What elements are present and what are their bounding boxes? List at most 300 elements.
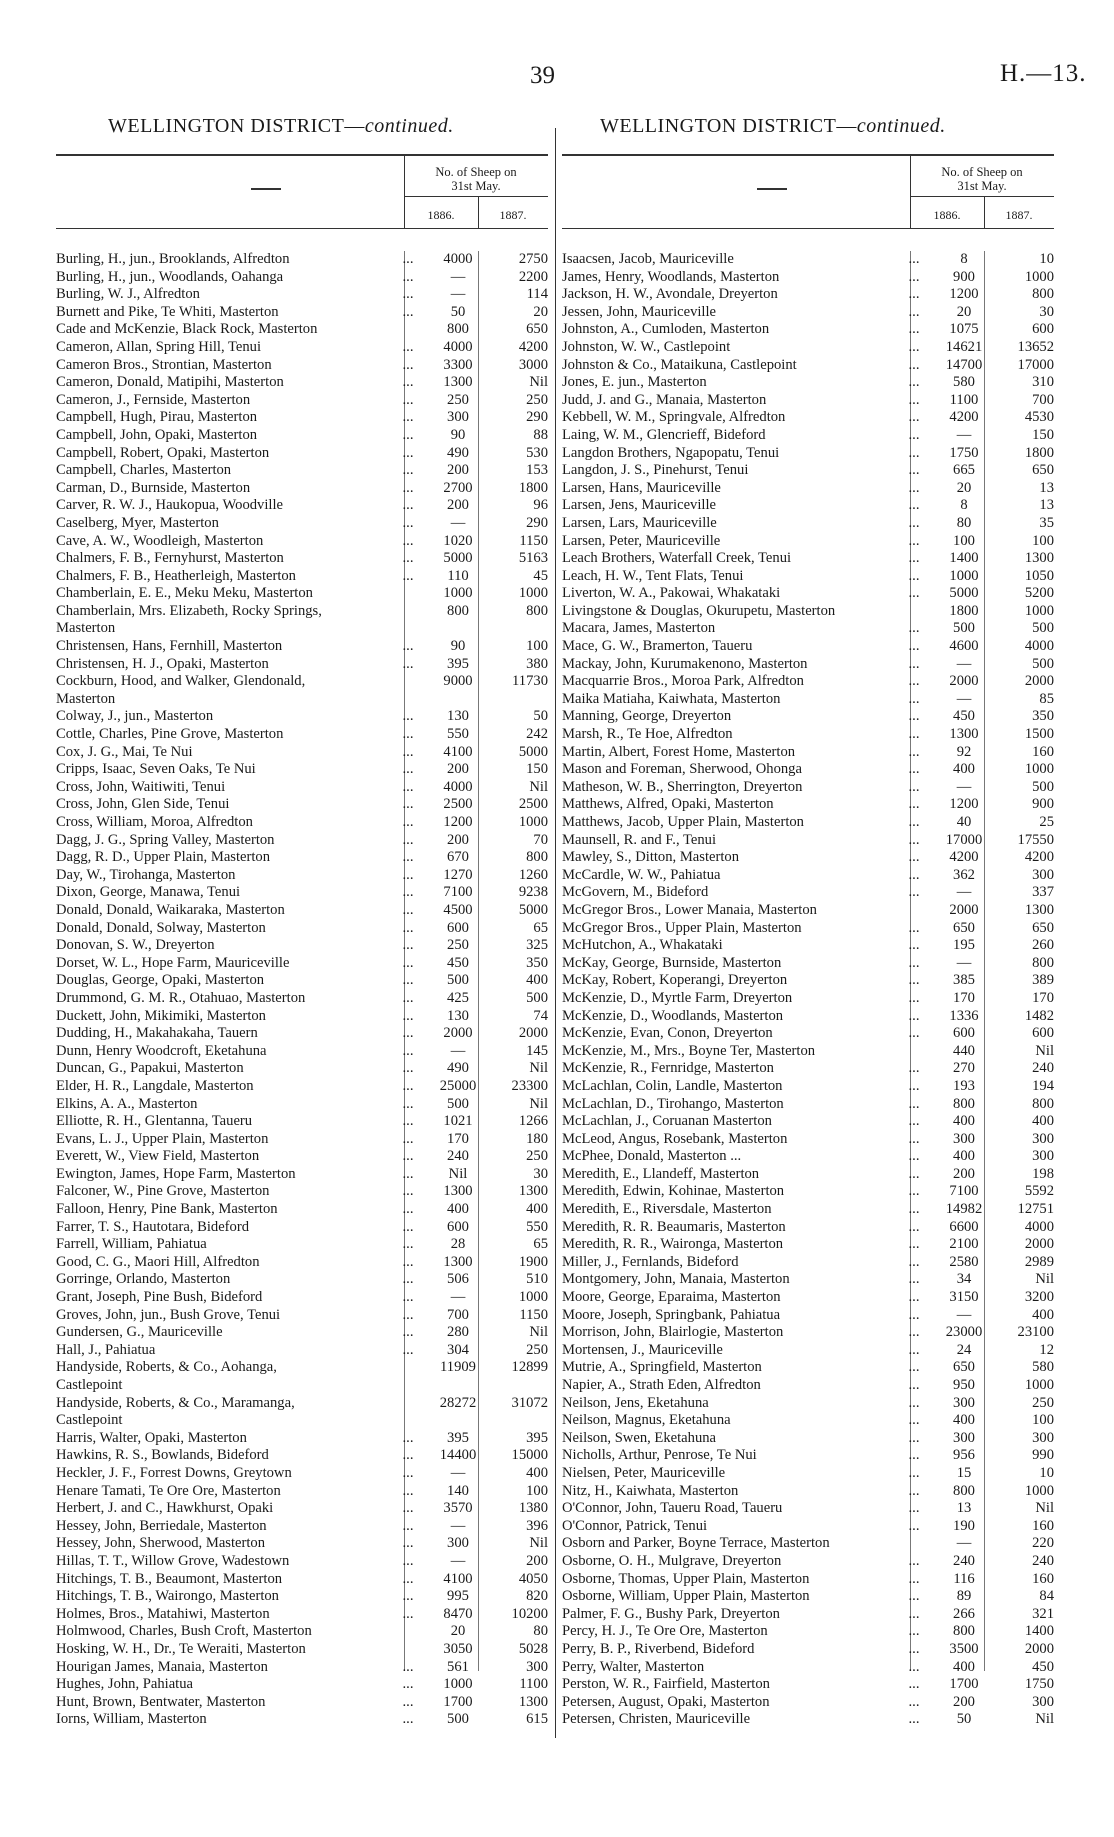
- leader-dots: ...: [908, 673, 920, 690]
- table-row: [56, 920, 548, 938]
- owner-name: Duckett, John, Mikimiki, Masterton: [56, 1007, 266, 1024]
- sheep-1886: 700: [447, 1306, 469, 1323]
- leader-dots: ...: [908, 884, 920, 901]
- table-row: [562, 1008, 1054, 1026]
- leader-dots: ...: [908, 356, 920, 373]
- table-row: [562, 920, 1054, 938]
- sheep-1887: 2000: [1024, 1640, 1054, 1657]
- table-row: [562, 972, 1054, 990]
- leader-dots: ...: [402, 550, 414, 567]
- leader-dots: ...: [908, 1341, 920, 1358]
- table-row: [56, 1535, 548, 1553]
- sheep-1887: 400: [526, 972, 548, 989]
- sheep-1886: 300: [953, 1394, 975, 1411]
- owner-name: Hessey, John, Sherwood, Masterton: [56, 1535, 266, 1552]
- sheep-1887: 145: [526, 1042, 548, 1059]
- owner-name: Neilson, Jens, Eketahuna: [562, 1394, 709, 1411]
- owner-name: Meredith, R. R. Beaumaris, Masterton: [562, 1218, 786, 1235]
- sheep-1886: 1750: [949, 444, 979, 461]
- table-row: [562, 1694, 1054, 1712]
- leader-dots: ...: [908, 1359, 920, 1376]
- sheep-1887: 1800: [1024, 444, 1054, 461]
- sheep-1887: 5592: [1024, 1183, 1054, 1200]
- table-row: [562, 1148, 1054, 1166]
- table-row: [56, 955, 548, 973]
- table-row: [562, 480, 1054, 498]
- owner-name: Perston, W. R., Fairfield, Masterton: [562, 1676, 770, 1693]
- owner-name: Larsen, Peter, Mauriceville: [562, 532, 721, 549]
- leader-dots: ...: [908, 1306, 920, 1323]
- table-row: [562, 796, 1054, 814]
- owner-name: Cave, A. W., Woodleigh, Masterton: [56, 532, 264, 549]
- table-row: [56, 1623, 548, 1641]
- owner-name: McCardle, W. W., Pahiatua: [562, 866, 721, 883]
- sheep-1887: 160: [1032, 1517, 1054, 1534]
- sheep-1887: 17000: [1017, 356, 1054, 373]
- leader-dots: ...: [402, 849, 414, 866]
- sheep-1887: 2000: [1024, 1236, 1054, 1253]
- owner-name: McKenzie, D., Myrtle Farm, Dreyerton: [562, 989, 793, 1006]
- sheep-1887: Nil: [1035, 1711, 1054, 1728]
- sheep-1887: 1300: [518, 1693, 548, 1710]
- leader-dots: ...: [908, 866, 920, 883]
- owner-name: Maika Matiaha, Kaiwhata, Masterton: [562, 690, 781, 707]
- owner-name: Morrison, John, Blairlogie, Masterton: [562, 1324, 784, 1341]
- sheep-1887: 1750: [1024, 1676, 1054, 1693]
- sheep-1886: 506: [447, 1271, 469, 1288]
- left-name-column-dash: [251, 188, 281, 190]
- leader-dots: ...: [908, 1236, 920, 1253]
- sheep-1886: 400: [953, 1658, 975, 1675]
- sheep-1886: 15: [956, 1464, 972, 1481]
- sheep-1886: 400: [953, 1113, 975, 1130]
- sheep-1887: 820: [526, 1588, 548, 1605]
- table-row: [56, 585, 548, 603]
- owner-name: Falloon, Henry, Pine Bank, Masterton: [56, 1201, 278, 1218]
- table-row: [562, 1641, 1054, 1659]
- table-row: [562, 1254, 1054, 1272]
- table-row: [562, 761, 1054, 779]
- sheep-1886: 200: [447, 497, 469, 514]
- leader-dots: ...: [908, 708, 920, 725]
- sheep-1887: 300: [1032, 1693, 1054, 1710]
- sheep-1887: 15000: [511, 1447, 548, 1464]
- sheep-1887: 800: [526, 849, 548, 866]
- leader-dots: ...: [402, 497, 414, 514]
- sheep-1886: —: [450, 1552, 466, 1569]
- table-row: [562, 1412, 1054, 1430]
- sheep-1887: 450: [1032, 1658, 1054, 1675]
- sheep-1886: 1100: [949, 391, 979, 408]
- leader-dots: ...: [402, 937, 414, 954]
- sheep-1887: 250: [526, 1148, 548, 1165]
- table-row: [562, 568, 1054, 586]
- owner-name: Campbell, Hugh, Pirau, Masterton: [56, 409, 258, 426]
- sheep-1887: 2500: [518, 796, 548, 813]
- leader-dots: ...: [908, 1218, 920, 1235]
- table-row: [56, 1377, 548, 1395]
- sheep-1886: 50: [956, 1711, 972, 1728]
- sheep-1887: 240: [1032, 1552, 1054, 1569]
- table-row: [56, 1254, 548, 1272]
- sheep-1887: 84: [1039, 1588, 1054, 1605]
- leader-dots: ...: [908, 1253, 920, 1270]
- left-table-header: [56, 154, 548, 229]
- owner-name: Burling, H., jun., Brooklands, Alfredton: [56, 251, 290, 267]
- sheep-1886: 440: [953, 1042, 975, 1059]
- table-row: [562, 409, 1054, 427]
- sheep-1887: 3200: [1024, 1289, 1054, 1306]
- sheep-1886: 200: [953, 1693, 975, 1710]
- leader-dots: ...: [908, 1429, 920, 1446]
- sheep-1887: 4200: [518, 338, 548, 355]
- leader-dots: ...: [908, 690, 920, 707]
- sheep-1886: 1300: [443, 1183, 473, 1200]
- owner-name: Petersen, Christen, Mauriceville: [562, 1711, 751, 1728]
- leader-dots: ...: [908, 1482, 920, 1499]
- leader-dots: ...: [402, 251, 414, 267]
- sheep-1886: 2500: [443, 796, 473, 813]
- leader-dots: ...: [402, 532, 414, 549]
- table-row: [56, 1588, 548, 1606]
- sheep-1887: 12751: [1017, 1201, 1054, 1218]
- sheep-1886: 500: [447, 972, 469, 989]
- sheep-1886: 20: [956, 303, 972, 320]
- sheep-1887: 1380: [518, 1500, 548, 1517]
- sheep-1886: 1700: [443, 1693, 473, 1710]
- owner-name: Cockburn, Hood, and Walker, Glendonald,: [56, 673, 306, 690]
- owner-name: Farrer, T. S., Hautotara, Bideford: [56, 1218, 249, 1235]
- owner-name: Cameron Bros., Strontian, Masterton: [56, 356, 272, 373]
- leader-dots: ...: [908, 1324, 920, 1341]
- table-row: [56, 937, 548, 955]
- table-row: [562, 1447, 1054, 1465]
- sheep-1887: 250: [1032, 1394, 1054, 1411]
- sheep-1886: 3050: [443, 1640, 473, 1657]
- sheep-1886: 395: [447, 655, 469, 672]
- leader-dots: ...: [402, 444, 414, 461]
- table-row: [56, 761, 548, 779]
- table-row: [562, 445, 1054, 463]
- table-row: [562, 1535, 1054, 1553]
- table-row: [56, 251, 548, 269]
- leader-dots: ...: [908, 1165, 920, 1182]
- table-row: [56, 1694, 548, 1712]
- sheep-1886: 8470: [443, 1605, 473, 1622]
- sheep-1887: 1050: [1024, 567, 1054, 584]
- sheep-1887: 1500: [1024, 726, 1054, 743]
- owner-name: Hitchings, T. B., Wairongo, Masterton: [56, 1588, 279, 1605]
- sheep-1886: Nil: [448, 1165, 468, 1182]
- sheep-1887: 30: [533, 1165, 548, 1182]
- leader-dots: ...: [402, 1289, 414, 1306]
- table-row: [56, 902, 548, 920]
- right-name-column-dash: [757, 188, 787, 190]
- sheep-1886: 1200: [949, 796, 979, 813]
- leader-dots: ...: [908, 972, 920, 989]
- owner-name: Johnston & Co., Mataikuna, Castlepoint: [562, 356, 797, 373]
- owner-name: Palmer, F. G., Bushy Park, Dreyerton: [562, 1605, 780, 1622]
- table-row: [562, 1183, 1054, 1201]
- sheep-1887: Nil: [1035, 1042, 1054, 1059]
- owner-name: Chalmers, F. B., Fernyhurst, Masterton: [56, 550, 284, 567]
- sheep-1887: 45: [533, 567, 548, 584]
- leader-dots: ...: [402, 954, 414, 971]
- sheep-1887: 310: [1032, 374, 1054, 391]
- sheep-1887: 321: [1032, 1605, 1054, 1622]
- leader-dots: ...: [908, 1605, 920, 1622]
- owner-name: Falconer, W., Pine Grove, Masterton: [56, 1183, 270, 1200]
- sheep-1886: 8: [960, 251, 968, 267]
- table-row: [562, 1395, 1054, 1413]
- sheep-1887: 250: [526, 1341, 548, 1358]
- leader-dots: ...: [402, 426, 414, 443]
- table-row: [56, 1307, 548, 1325]
- sheep-1886: 580: [953, 374, 975, 391]
- table-row: [562, 1219, 1054, 1237]
- sheep-1887: 10: [1039, 1464, 1054, 1481]
- owner-name: Hitchings, T. B., Beaumont, Masterton: [56, 1570, 283, 1587]
- table-row: [56, 1008, 548, 1026]
- sheep-1887: Nil: [529, 778, 548, 795]
- owner-name: Grant, Joseph, Pine Bush, Bideford: [56, 1289, 263, 1306]
- leader-dots: ...: [908, 1658, 920, 1675]
- sheep-1886: 395: [447, 1429, 469, 1446]
- table-row: [56, 1500, 548, 1518]
- sheep-1887: 1000: [1024, 1482, 1054, 1499]
- sheep-1887: 198: [1032, 1165, 1054, 1182]
- table-row: [56, 497, 548, 515]
- sheep-1887: 1000: [518, 585, 548, 602]
- sheep-1887: 150: [526, 761, 548, 778]
- sheep-1886: 2000: [443, 1025, 473, 1042]
- table-row: [56, 409, 548, 427]
- table-row: [56, 1483, 548, 1501]
- owner-name: McKenzie, Evan, Conon, Dreyerton: [562, 1025, 773, 1042]
- sheep-1886: 240: [953, 1552, 975, 1569]
- sheep-1887: 1000: [1024, 268, 1054, 285]
- owner-name: Drummond, G. M. R., Otahuao, Masterton: [56, 989, 306, 1006]
- owner-name: Dagg, J. G., Spring Valley, Masterton: [56, 831, 275, 848]
- sheep-1887: 153: [526, 462, 548, 479]
- table-row: [56, 269, 548, 287]
- leader-dots: ...: [908, 1201, 920, 1218]
- owner-name: McKenzie, R., Fernridge, Masterton: [562, 1060, 774, 1077]
- leader-dots: ...: [908, 1007, 920, 1024]
- sheep-1887: 325: [526, 937, 548, 954]
- sheep-1887: 13: [1039, 479, 1054, 496]
- sheep-1886: 100: [953, 532, 975, 549]
- sheep-1887: 85: [1039, 690, 1054, 707]
- table-row: [56, 515, 548, 533]
- sheep-1886: 250: [447, 937, 469, 954]
- sheep-1886: 1700: [949, 1676, 979, 1693]
- sheep-1886: 170: [447, 1130, 469, 1147]
- table-row: [562, 427, 1054, 445]
- owner-name: Groves, John, jun., Bush Grove, Tenui: [56, 1306, 281, 1323]
- table-row: [562, 515, 1054, 533]
- sheep-1886: 1075: [949, 321, 979, 338]
- leader-dots: ...: [402, 1693, 414, 1710]
- owner-name: Good, C. G., Maori Hill, Alfredton: [56, 1253, 260, 1270]
- table-row: [562, 814, 1054, 832]
- sheep-1887: 13: [1039, 497, 1054, 514]
- owner-name: Ewington, James, Hope Farm, Masterton: [56, 1165, 296, 1182]
- sheep-1886: 50: [450, 303, 466, 320]
- table-row: [562, 1078, 1054, 1096]
- leader-dots: ...: [908, 743, 920, 760]
- sheep-1887: 100: [1032, 532, 1054, 549]
- table-row: [56, 286, 548, 304]
- sheep-1887: 1300: [518, 1183, 548, 1200]
- owner-name: Campbell, John, Opaki, Masterton: [56, 426, 258, 443]
- table-row: [56, 1359, 548, 1377]
- table-row: [56, 1553, 548, 1571]
- sheep-1887: 1000: [518, 814, 548, 830]
- table-row: [562, 533, 1054, 551]
- sheep-1886: 1000: [443, 585, 473, 602]
- sheep-1886: 14621: [945, 338, 983, 355]
- sheep-1887: 400: [1032, 1113, 1054, 1130]
- leader-dots: ...: [908, 409, 920, 426]
- sheep-1887: 2000: [518, 1025, 548, 1042]
- table-row: [562, 937, 1054, 955]
- leader-dots: ...: [402, 1042, 414, 1059]
- owner-name: Dixon, George, Manawa, Tenui: [56, 884, 241, 901]
- leader-dots: ...: [908, 514, 920, 531]
- owner-name: Larsen, Hans, Mauriceville: [562, 479, 721, 496]
- owner-name: Hosking, W. H., Dr., Te Weraiti, Masterton: [56, 1640, 306, 1657]
- table-row: [56, 1096, 548, 1114]
- owner-name: Marsh, R., Te Hoe, Alfredton: [562, 726, 733, 743]
- table-row: [562, 691, 1054, 709]
- sheep-1886: 28272: [439, 1394, 477, 1411]
- sheep-1886: 4100: [443, 1570, 473, 1587]
- sheep-1886: 92: [956, 743, 972, 760]
- table-row: [562, 1518, 1054, 1536]
- sheep-1887: 396: [526, 1517, 548, 1534]
- table-row: [56, 550, 548, 568]
- sheep-1887: 250: [526, 391, 548, 408]
- table-row: [562, 1342, 1054, 1360]
- leader-dots: ...: [908, 585, 920, 602]
- leader-dots: ...: [402, 1464, 414, 1481]
- sheep-1887: 260: [1032, 937, 1054, 954]
- sheep-1886: 5000: [443, 550, 473, 567]
- sheep-1886: 90: [450, 638, 466, 655]
- owner-name: Donovan, S. W., Dreyerton: [56, 937, 215, 954]
- owner-name: Liverton, W. A., Pakowai, Whakataki: [562, 585, 781, 602]
- sheep-1886: 1400: [949, 550, 979, 567]
- owner-name: Jones, E. jun., Masterton: [562, 374, 707, 391]
- sheep-1886: 670: [447, 849, 469, 866]
- sheep-1886: —: [450, 1042, 466, 1059]
- sheep-1886: 1270: [443, 866, 473, 883]
- sheep-1886: 650: [953, 919, 975, 936]
- leader-dots: ...: [402, 1148, 414, 1165]
- table-row: [56, 1465, 548, 1483]
- owner-name: Johnston, A., Cumloden, Masterton: [562, 321, 770, 338]
- sheep-1887: 290: [526, 514, 548, 531]
- sheep-1886: 14700: [945, 356, 983, 373]
- sheep-1887: 300: [1032, 1429, 1054, 1446]
- sheep-1887: 20: [533, 303, 548, 320]
- sheep-1886: 190: [953, 1517, 975, 1534]
- sheep-1886: 362: [953, 866, 975, 883]
- table-row: [562, 1430, 1054, 1448]
- owner-name: Mawley, S., Ditton, Masterton: [562, 849, 739, 866]
- sheep-1886: 3150: [949, 1289, 979, 1306]
- owner-name: Meredith, E., Llandeff, Masterton: [562, 1165, 760, 1182]
- sheep-1887: 2989: [1024, 1253, 1054, 1270]
- leader-dots: ...: [908, 954, 920, 971]
- leader-dots: ...: [908, 1148, 920, 1165]
- sheep-1886: 6600: [949, 1218, 979, 1235]
- leader-dots: ...: [402, 1588, 414, 1605]
- table-row: [562, 1623, 1054, 1641]
- owner-name: Burnett and Pike, Te Whiti, Masterton: [56, 303, 279, 320]
- leader-dots: ...: [402, 1535, 414, 1552]
- table-row: [562, 1483, 1054, 1501]
- owner-name: McGregor Bros., Upper Plain, Masterton: [562, 919, 802, 936]
- owner-name: Osborne, Thomas, Upper Plain, Masterton: [562, 1570, 810, 1587]
- table-row: [562, 1553, 1054, 1571]
- table-row: [56, 1395, 548, 1413]
- leader-dots: ...: [908, 497, 920, 514]
- sheep-1886: 7100: [949, 1183, 979, 1200]
- owner-name: Percy, H. J., Te Ore Ore, Masterton: [562, 1623, 768, 1640]
- leader-dots: ...: [908, 655, 920, 672]
- table-row: [56, 744, 548, 762]
- sheep-1886: 195: [953, 937, 975, 954]
- owner-name: McKay, George, Burnside, Masterton: [562, 954, 782, 971]
- owner-name: Evans, L. J., Upper Plain, Masterton: [56, 1130, 269, 1147]
- leader-dots: ...: [402, 409, 414, 426]
- leader-dots: ...: [402, 479, 414, 496]
- owner-name: Nitz, H., Kaiwhata, Masterton: [562, 1482, 739, 1499]
- sheep-1886: 600: [447, 1218, 469, 1235]
- leader-dots: ...: [908, 937, 920, 954]
- owner-name: Gorringe, Orlando, Masterton: [56, 1271, 231, 1288]
- sheep-1887: 3000: [518, 356, 548, 373]
- sheep-1886: 956: [953, 1447, 975, 1464]
- owner-name: Dagg, R. D., Upper Plain, Masterton: [56, 849, 271, 866]
- leader-dots: ...: [402, 972, 414, 989]
- sheep-1887: 800: [526, 602, 548, 619]
- sheep-1887: 1000: [1024, 1377, 1054, 1393]
- table-row: [56, 1659, 548, 1677]
- leader-dots: ...: [402, 1236, 414, 1253]
- sheep-1887: 194: [1032, 1077, 1054, 1094]
- sheep-1887: 23300: [511, 1077, 548, 1094]
- leader-dots: ...: [402, 884, 414, 901]
- table-row: [562, 744, 1054, 762]
- owner-name: McKenzie, M., Mrs., Boyne Ter, Masterton: [562, 1042, 816, 1059]
- leader-dots: ...: [402, 1095, 414, 1112]
- owner-name: Matthews, Jacob, Upper Plain, Masterton: [562, 814, 804, 830]
- owner-name: Nicholls, Arthur, Penrose, Te Nui: [562, 1447, 757, 1464]
- column-divider: [555, 128, 556, 1738]
- leader-dots: ...: [402, 638, 414, 655]
- owner-name: Macara, James, Masterton: [562, 620, 716, 637]
- table-row: [56, 1236, 548, 1254]
- sheep-1887: 615: [526, 1711, 548, 1728]
- owner-name: Langdon, J. S., Pinehurst, Tenui: [562, 462, 749, 479]
- sheep-1887: Nil: [529, 1324, 548, 1341]
- sheep-1886: 14400: [439, 1447, 477, 1464]
- owner-name: Chalmers, F. B., Heatherleigh, Masterton: [56, 567, 296, 584]
- leader-dots: ...: [908, 286, 920, 303]
